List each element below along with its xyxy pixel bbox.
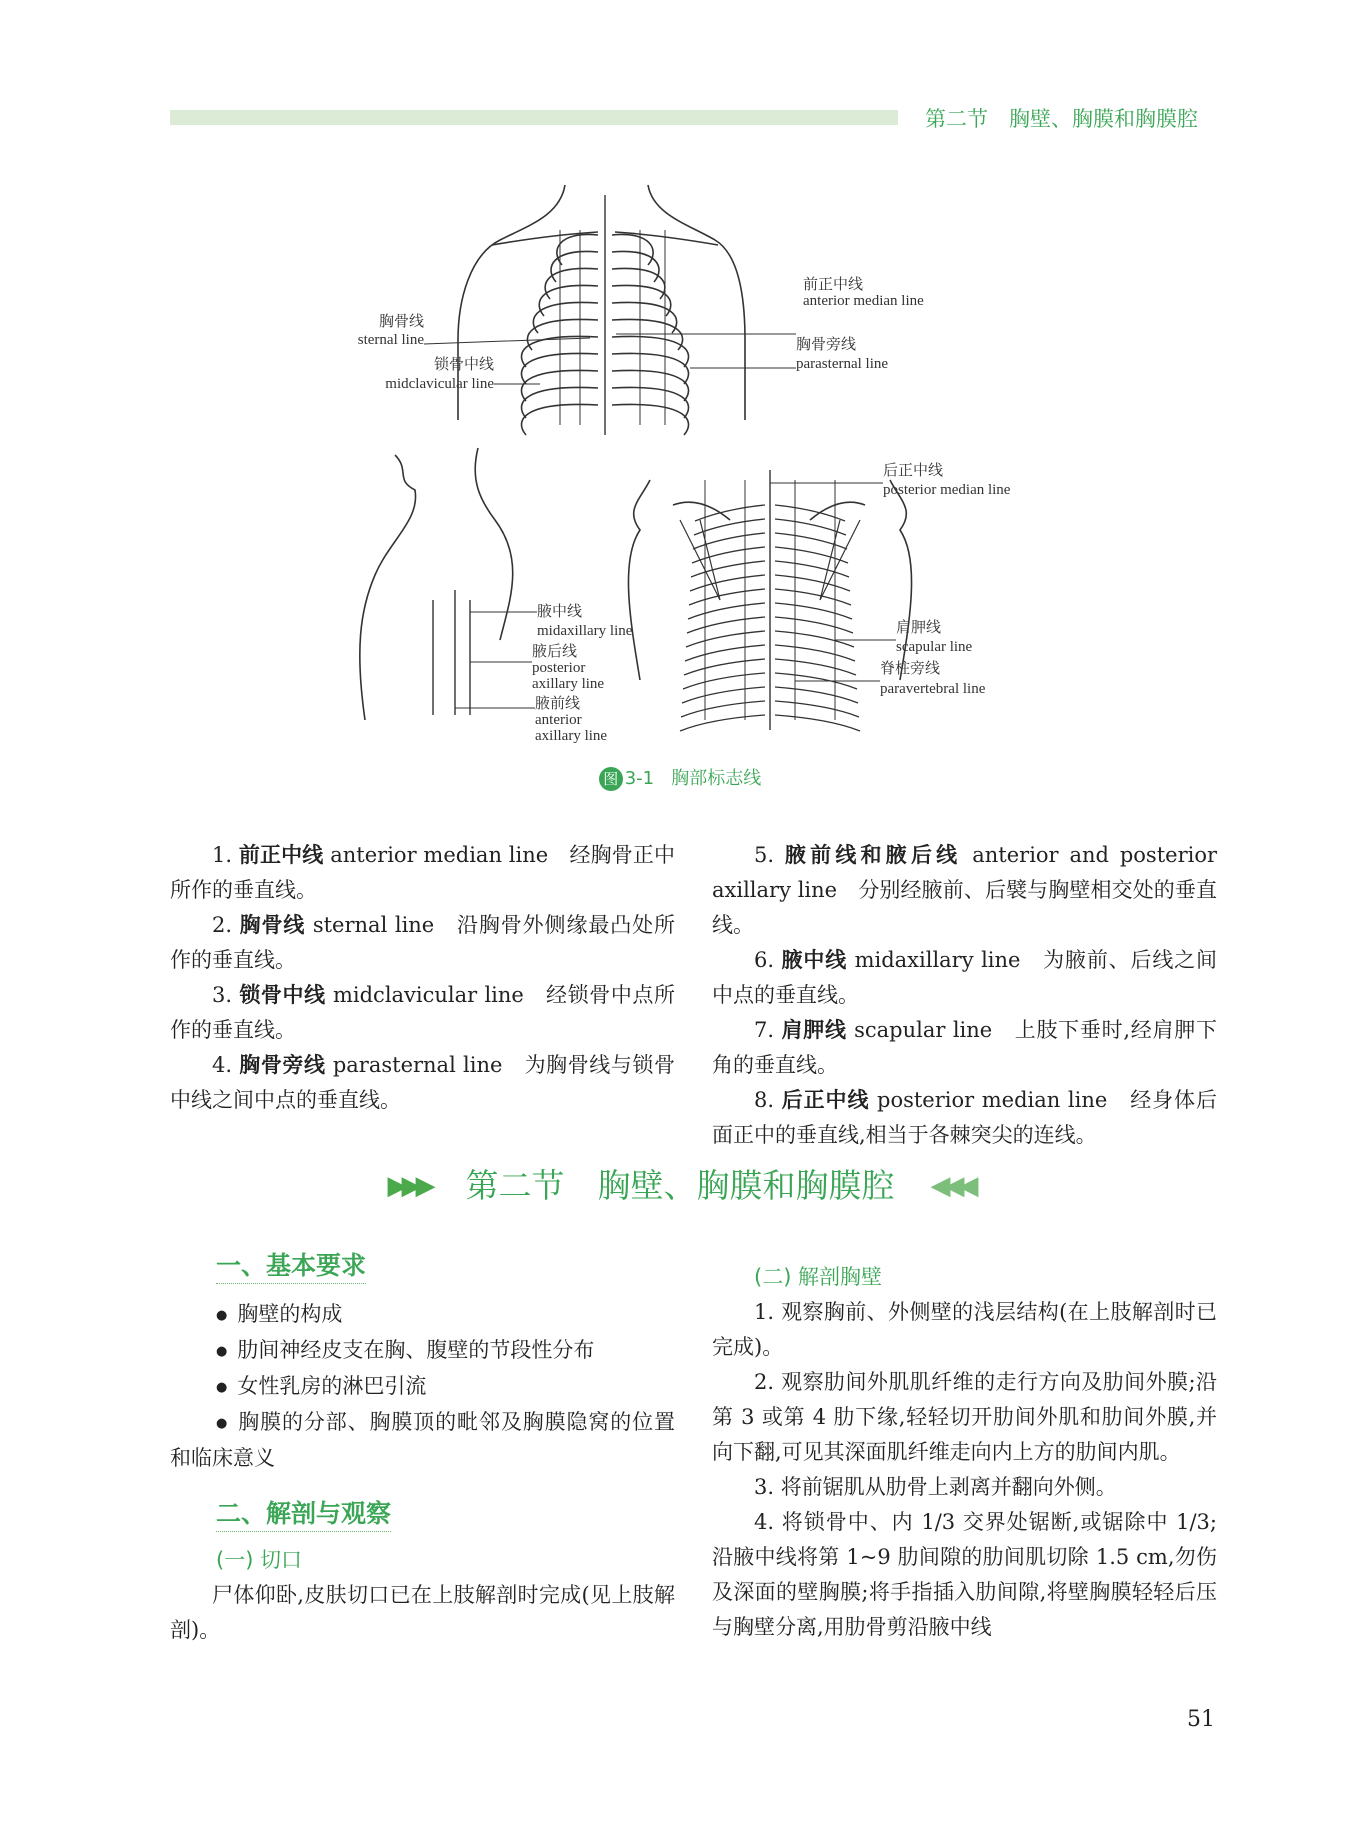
- list-item: ● 胸壁的构成: [170, 1297, 675, 1333]
- label-paravertebral-zh: 脊柱旁线: [880, 661, 941, 677]
- line-item: 2. 胸骨线 sternal line 沿胸骨外侧缘最凸处所作的垂直线。: [170, 913, 675, 972]
- rib-right: [612, 234, 653, 265]
- heading-dissection: 二、解剖与观察: [216, 1499, 391, 1532]
- section-title: ▶▶▶ 第二节 胸壁、胸膜和胸膜腔 ◀◀◀: [387, 1166, 973, 1205]
- label-parasternal-en: parasternal line: [796, 356, 889, 372]
- rib-right: [612, 370, 689, 401]
- back-rib-right: [775, 617, 853, 633]
- running-header: 第二节 胸壁、胸膜和胸膜腔: [925, 107, 1198, 131]
- triangle-right-icons: ▶▶▶: [387, 1171, 430, 1201]
- side-outline-front: [360, 455, 416, 720]
- line-item: 6. 腋中线 midaxillary line 为腋前、后线之间中点的垂直线。: [712, 948, 1217, 1007]
- back-rib-right: [775, 547, 848, 563]
- list-item: ● 肋间神经皮支在胸、腹壁的节段性分布: [170, 1333, 675, 1369]
- label-anterior-axillary-en2: axillary line: [535, 728, 608, 744]
- label-midaxillary-zh: 腋中线: [537, 604, 583, 620]
- back-rib-left: [687, 617, 765, 633]
- page-number: 51: [1187, 1707, 1215, 1732]
- back-rib-left: [689, 589, 765, 605]
- line-item: 7. 肩胛线 scapular line 上肢下垂时,经肩胛下角的垂直线。: [712, 1018, 1218, 1077]
- rib-right: [612, 336, 689, 367]
- list-item: ● 胸膜的分部、胸膜顶的毗邻及胸膜隐窝的位置和临床意义: [170, 1405, 675, 1476]
- label-midclavicular-en: midclavicular line: [385, 376, 494, 392]
- label-anterior-median-zh: 前正中线: [803, 277, 864, 293]
- back-rib-left: [682, 687, 765, 703]
- figure-number: 3-1: [624, 768, 655, 789]
- label-paravertebral-en: paravertebral line: [880, 681, 986, 697]
- right-column-lower: [712, 1260, 1217, 1645]
- side-leader-lines: [455, 612, 537, 708]
- figure-chest-landmark-lines: [0, 0, 1360, 800]
- figure-labels: [358, 276, 1011, 744]
- back-rib-right: [775, 701, 859, 717]
- back-rib-right: [775, 645, 855, 661]
- back-rib-right: [775, 631, 854, 647]
- back-rib-right: [775, 589, 851, 605]
- label-anterior-axillary-zh: 腋前线: [535, 696, 581, 712]
- figure-tag: 图: [599, 767, 623, 791]
- triangle-left-icons: ◀◀◀: [930, 1171, 973, 1201]
- line-item: 4. 胸骨旁线 parasternal line 为胸骨线与锁骨中线之间中点的垂直线。: [170, 1053, 675, 1112]
- back-rib-left: [681, 701, 765, 717]
- step: 4. 将锁骨中、内 1/3 交界处锯断,或锯除中 1/3;沿腋中线将第 1~9 肋间隙的肋间肌切除 1.5 cm,勿伤及深面的壁胸膜;将手指插入肋间隙,将壁胸膜轻轻后压与胸壁分离,用肋骨剪沿腋中线: [712, 1510, 1217, 1639]
- label-posterior-median-en: posterior median line: [883, 482, 1011, 498]
- label-midclavicular-zh: 锁骨中线: [433, 357, 494, 373]
- heading-incision: (一) 切口: [216, 1548, 303, 1572]
- back-rib-right: [775, 603, 852, 619]
- back-rib-right: [775, 715, 860, 731]
- rib-right: [612, 302, 677, 333]
- back-rib-left: [683, 673, 765, 689]
- rib-left: [557, 234, 598, 265]
- step: 1. 观察胸前、外侧壁的浅层结构(在上肢解剖时已完成)。: [712, 1300, 1217, 1359]
- left-column-lower: [170, 1248, 675, 1648]
- rib-left: [533, 302, 598, 333]
- step: 3. 将前锯肌从肋骨上剥离并翻向外侧。: [754, 1475, 1117, 1499]
- label-anterior-median-en: anterior median line: [803, 293, 924, 309]
- line-item: 5. 腋前线和腋后线 anterior and posterior axillary line 分别经腋前、后襞与胸壁相交处的垂直线。: [712, 843, 1218, 937]
- landmark-lines-right: [712, 838, 1217, 1153]
- label-scapular-en: scapular line: [896, 639, 973, 655]
- line-item: 1. 前正中线 anterior median line 经胸骨正中所作的垂直线。: [170, 843, 676, 902]
- back-rib-left: [680, 715, 765, 731]
- line-item: 8. 后正中线 posterior median line 经身体后面正中的垂直线,相当于各棘突尖的连线。: [712, 1088, 1217, 1147]
- rib-right: [612, 353, 689, 384]
- incision-text: 尸体仰卧,皮肤切口已在上肢解剖时完成(见上肢解剖)。: [170, 1583, 675, 1642]
- label-posterior-axillary-zh: 腋后线: [532, 644, 578, 660]
- line-item: 3. 锁骨中线 midclavicular line 经锁骨中点所作的垂直线。: [170, 983, 676, 1042]
- rib-left: [539, 285, 598, 316]
- label-sternal-en: sternal line: [357, 332, 424, 348]
- label-posterior-axillary-en1: posterior: [532, 660, 586, 676]
- figure-caption: [0, 764, 1360, 791]
- back-rib-right: [775, 575, 850, 591]
- rib-right: [612, 268, 665, 299]
- rib-right: [612, 319, 683, 350]
- landmark-lines-left: [170, 838, 675, 1118]
- front-outline-right: [648, 185, 745, 420]
- back-rib-right: [775, 659, 856, 675]
- back-leader-lines: [770, 483, 896, 681]
- axillary-lines: [433, 590, 470, 715]
- figure-title: 胸部标志线: [671, 768, 762, 789]
- label-parasternal-zh: 胸骨旁线: [796, 337, 857, 353]
- step: 2. 观察肋间外肌肌纤维的走行方向及肋间外膜;沿第 3 或第 4 肋下缘,轻轻切开肋间外肌和肋间外膜,并向下翻,可见其深面肌纤维走向内上方的肋间内肌。: [712, 1370, 1217, 1464]
- rib-right: [612, 285, 671, 316]
- front-vertical-lines: [560, 230, 665, 425]
- back-rib-left: [685, 645, 765, 661]
- rib-right: [612, 404, 689, 435]
- rib-left: [527, 319, 598, 350]
- heading-chest-wall: (二) 解剖胸壁: [754, 1265, 883, 1289]
- label-posterior-median-zh: 后正中线: [883, 463, 944, 479]
- back-rib-right: [775, 687, 858, 703]
- label-midaxillary-en: midaxillary line: [537, 623, 633, 639]
- back-rib-left: [684, 659, 765, 675]
- side-outline-back: [475, 448, 513, 640]
- list-item: ● 女性乳房的淋巴引流: [170, 1369, 675, 1405]
- label-sternal-zh: 胸骨线: [378, 314, 424, 330]
- label-scapular-zh: 肩胛线: [896, 620, 942, 636]
- heading-basic-requirements: 一、基本要求: [216, 1251, 366, 1284]
- label-posterior-axillary-en2: axillary line: [532, 676, 605, 692]
- rib-right: [612, 387, 689, 418]
- rib-left: [545, 268, 598, 299]
- back-rib-left: [686, 631, 765, 647]
- back-rib-left: [688, 603, 765, 619]
- back-rib-left: [692, 547, 765, 563]
- back-rib-left: [690, 575, 765, 591]
- label-anterior-axillary-en1: anterior: [535, 712, 582, 728]
